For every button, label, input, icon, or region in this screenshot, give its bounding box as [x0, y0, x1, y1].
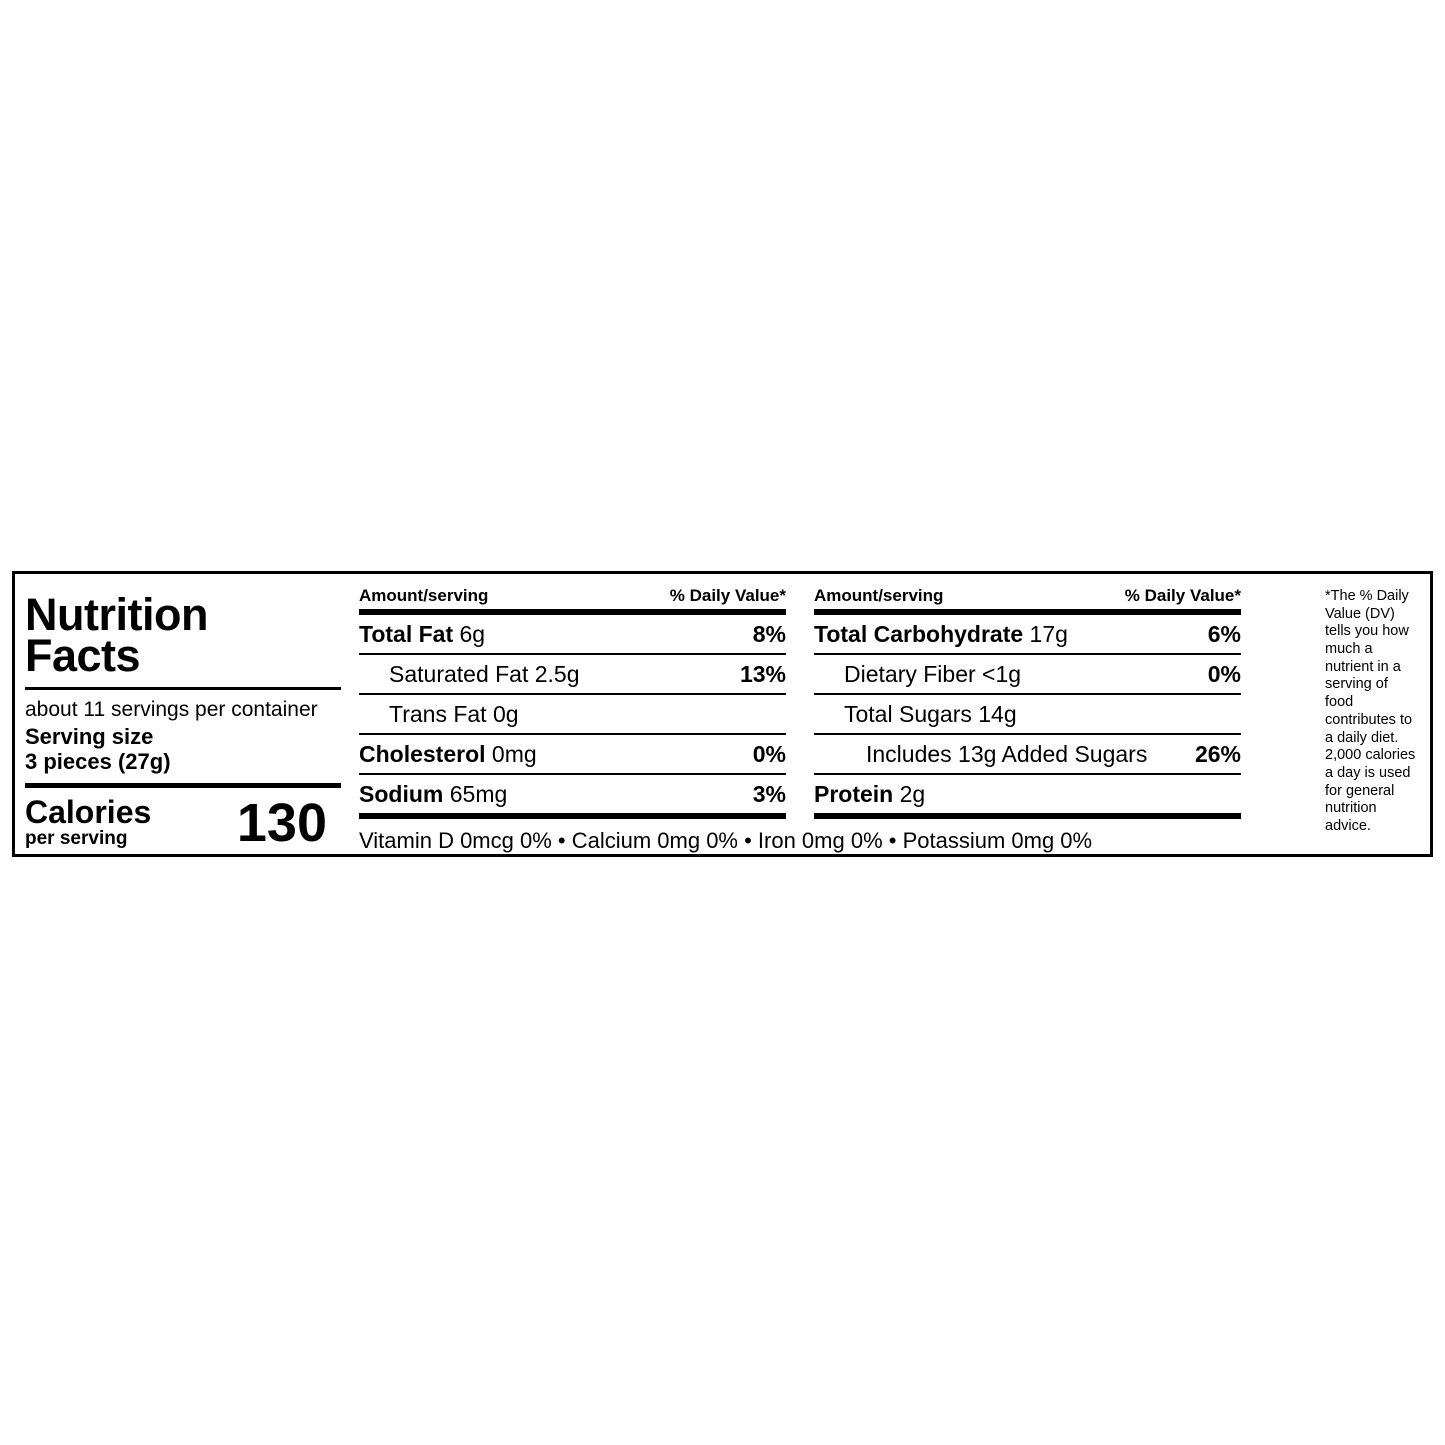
- table-row: [814, 735, 1241, 773]
- table-row: [359, 775, 786, 813]
- nutrient-label: [814, 781, 925, 808]
- nutrient-name: Saturated Fat: [389, 661, 529, 687]
- nutrient-label: [359, 621, 485, 648]
- nutrient-amount: <1g: [982, 661, 1022, 687]
- nutrient-column-left: [345, 574, 800, 819]
- nutrient-label: [844, 661, 1021, 688]
- nutrient-name: Includes 13g Added Sugars: [866, 741, 1148, 767]
- amount-per-serving-header: Amount/serving: [359, 586, 489, 605]
- nutrient-name: Sodium: [359, 781, 444, 807]
- daily-value-header: % Daily Value*: [1124, 586, 1241, 605]
- nutrient-label: [389, 701, 519, 728]
- calories-row: [25, 792, 345, 853]
- nutrient-name: Trans Fat: [389, 701, 487, 727]
- nutrient-columns-wrapper: [345, 574, 1313, 854]
- nutrition-summary-column: [15, 574, 345, 854]
- calories-labels: [25, 793, 152, 850]
- nutrient-dv: 6%: [1207, 621, 1241, 647]
- nutrient-label: [814, 621, 1068, 648]
- nutrient-name: Cholesterol: [359, 741, 486, 767]
- divider-under-title: [25, 687, 341, 690]
- nutrient-amount: 14g: [978, 701, 1017, 727]
- nutrient-label: [359, 741, 537, 768]
- nutrient-name: Total Carbohydrate: [814, 621, 1024, 647]
- nutrient-label: [844, 701, 1017, 728]
- nutrient-name: Dietary Fiber: [844, 661, 976, 687]
- nutrient-name: Total Sugars: [844, 701, 972, 727]
- column-header-right: [814, 586, 1241, 609]
- table-row: [359, 735, 786, 773]
- nutrition-title-line1: Nutrition: [25, 589, 208, 640]
- serving-size-value: 3 pieces (27g): [25, 749, 171, 775]
- nutrient-columns: [345, 574, 1313, 819]
- daily-value-header: % Daily Value*: [669, 586, 786, 605]
- column-header-left: [359, 586, 786, 609]
- nutrient-label: [866, 741, 1147, 768]
- nutrient-amount: 2.5g: [534, 661, 580, 687]
- nutrition-title-line2: Facts: [25, 630, 141, 682]
- nutrient-amount: 0g: [492, 701, 519, 727]
- table-row: [359, 655, 786, 693]
- vitamins-minerals-line: Vitamin D 0mcg 0% • Calcium 0mg 0% • Iron 0mg 0% • Potassium 0mg 0%: [359, 828, 1093, 853]
- nutrient-amount: 17g: [1029, 621, 1068, 647]
- divider-above-calories: [25, 783, 341, 788]
- serving-size-label: Serving size: [25, 723, 154, 749]
- servings-per-container: about 11 servings per container: [25, 697, 318, 721]
- nutrient-column-right: [800, 574, 1255, 819]
- nutrient-dv: 0%: [752, 741, 786, 767]
- nutrient-dv: 26%: [1194, 741, 1241, 767]
- table-row: [814, 775, 1241, 813]
- nutrient-amount: 0mg: [491, 741, 537, 767]
- table-row: [814, 655, 1241, 693]
- nutrient-amount: 6g: [459, 621, 486, 647]
- calories-sublabel: per serving: [25, 828, 128, 850]
- amount-per-serving-header: Amount/serving: [814, 586, 944, 605]
- nutrient-dv: 13%: [739, 661, 786, 687]
- nutrient-dv: 8%: [752, 621, 786, 647]
- nutrient-label: [389, 661, 580, 688]
- nutrient-amount: 2g: [899, 781, 926, 807]
- table-row: [814, 695, 1241, 733]
- nutrient-name: Total Fat: [359, 621, 454, 647]
- calories-label: Calories: [25, 793, 152, 830]
- daily-value-footnote: *The % Daily Value (DV) tells you how much a nutrient in a serving of food contributes to a daily diet. 2,000 calories a day is used for general nutrition advice.: [1325, 588, 1416, 834]
- table-row: [359, 695, 786, 733]
- nutrient-dv: 0%: [1207, 661, 1241, 687]
- nutrient-amount: 65mg: [449, 781, 508, 807]
- nutrient-dv: 3%: [752, 781, 786, 807]
- nutrient-label: [359, 781, 507, 808]
- nutrient-name: Protein: [814, 781, 894, 807]
- table-row: [359, 615, 786, 653]
- page-title: [25, 589, 345, 682]
- table-row: [814, 615, 1241, 653]
- nutrition-facts-panel: [12, 571, 1433, 857]
- calories-value: 130: [236, 792, 327, 853]
